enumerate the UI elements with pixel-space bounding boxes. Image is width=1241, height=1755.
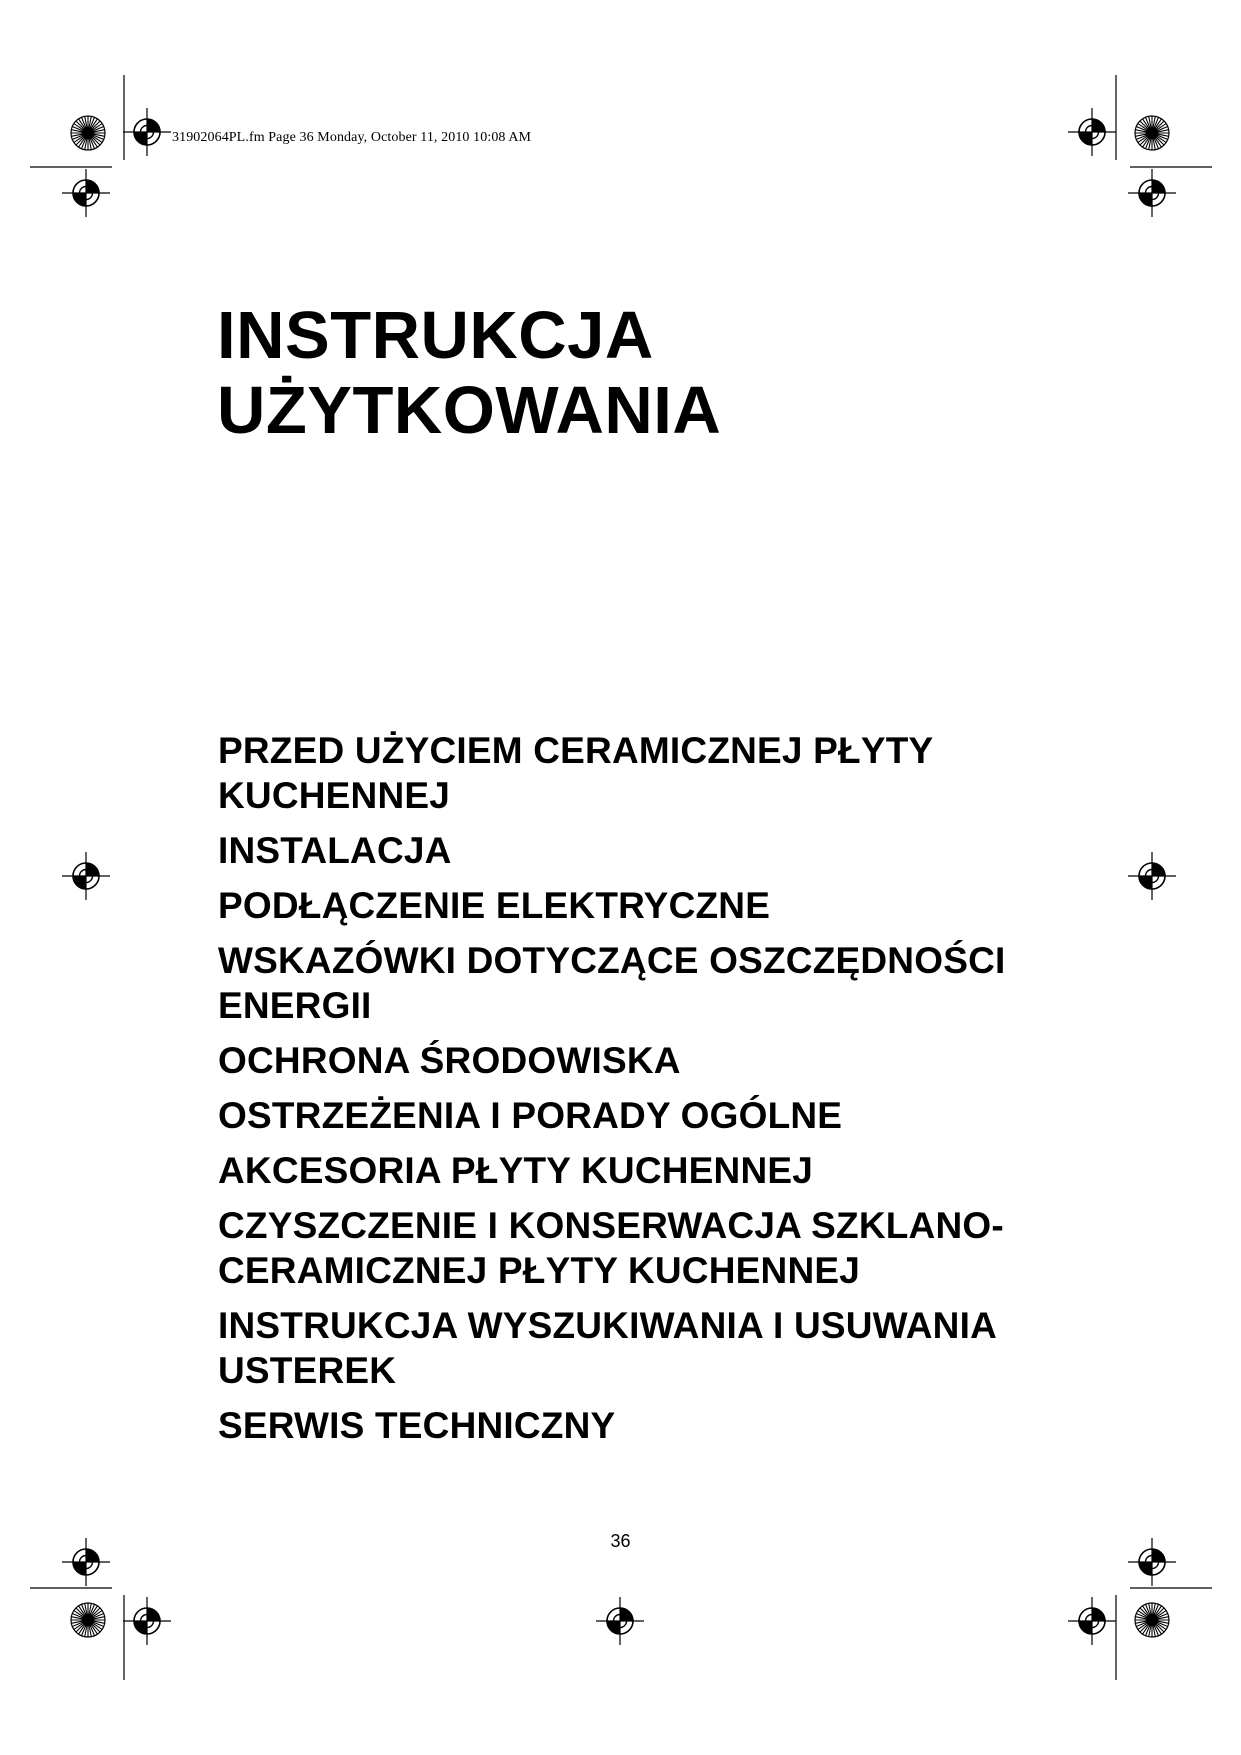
table-of-contents	[218, 728, 1038, 1458]
star-target-icon	[1135, 116, 1169, 150]
registration-mark-icon	[1068, 108, 1116, 156]
star-target-icon	[71, 116, 105, 150]
star-target-icon	[1135, 1603, 1169, 1637]
star-target-icon	[71, 1603, 105, 1637]
registration-mark-icon	[596, 1597, 644, 1645]
page-title	[217, 298, 721, 448]
page-number: 36	[610, 1531, 631, 1551]
toc-item: OCHRONA ŚRODOWISKA	[218, 1040, 681, 1081]
registration-mark-icon	[123, 1597, 171, 1645]
toc-item: AKCESORIA PŁYTY KUCHENNEJ	[218, 1150, 814, 1191]
toc-item: WSKAZÓWKI DOTYCZĄCE OSZCZĘDNOŚCI ENERGII	[218, 940, 1006, 1026]
page-title-line-2: UŻYTKOWANIA	[217, 373, 722, 448]
registration-mark-icon	[1128, 852, 1176, 900]
toc-item: CZYSZCZENIE I KONSERWACJA SZKLANO-CERAMICZNEJ PŁYTY KUCHENNEJ	[218, 1205, 1004, 1291]
toc-item: INSTRUKCJA WYSZUKIWANIA I USUWANIA USTEREK	[218, 1305, 996, 1391]
toc-item: OSTRZEŻENIA I PORADY OGÓLNE	[218, 1095, 843, 1136]
registration-mark-icon	[123, 108, 171, 156]
file-slug: 31902064PL.fm Page 36 Monday, October 11, 2010 10:08 AM	[172, 130, 532, 145]
toc-item: SERWIS TECHNICZNY	[218, 1405, 616, 1446]
toc-item: INSTALACJA	[218, 830, 452, 871]
registration-mark-icon	[1068, 1597, 1116, 1645]
registration-mark-icon	[1128, 169, 1176, 217]
registration-mark-icon	[62, 169, 110, 217]
toc-item: PODŁĄCZENIE ELEKTRYCZNE	[218, 885, 771, 926]
toc-item: PRZED UŻYCIEM CERAMICZNEJ PŁYTY KUCHENNEJ	[218, 730, 933, 816]
page-title-line-1: INSTRUKCJA	[217, 298, 654, 373]
registration-mark-icon	[62, 852, 110, 900]
